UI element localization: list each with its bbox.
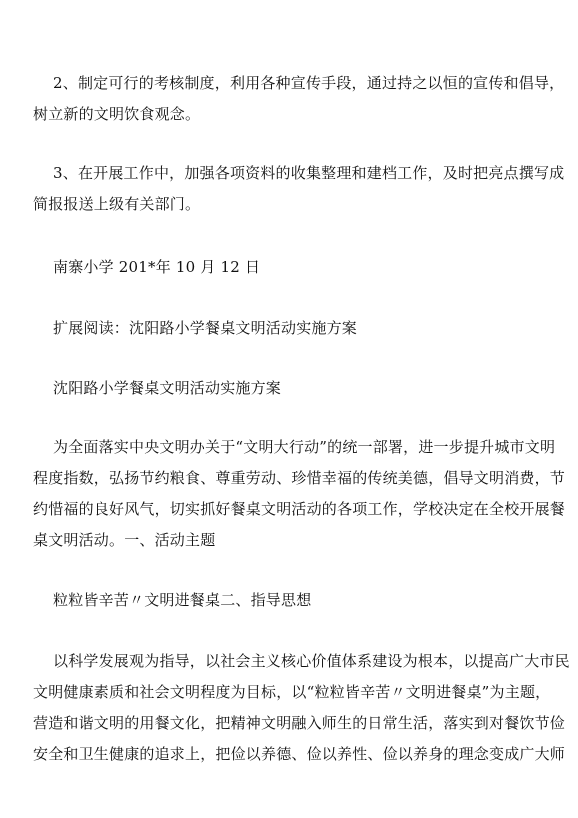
paragraph-assessment-system	[33, 68, 565, 130]
text-line: 沈阳路小学餐桌文明活动实施方案	[53, 379, 282, 397]
text-line: 营造和谐文明的用餐文化，把精神文明融入师生的日常生活，落实到对餐饮节俭	[33, 714, 566, 732]
text-line: 3、在开展工作中，加强各项资料的收集整理和建档工作，及时把亮点撰写成	[53, 164, 565, 182]
plan-title	[33, 373, 548, 404]
paragraph-introduction	[33, 432, 566, 556]
text-line: 树立新的文明饮食观念。	[33, 105, 201, 123]
text-line: 南寨小学 201*年 10 月 12 日	[53, 258, 261, 276]
text-line: 2、制定可行的考核制度，利用各种宣传手段，通过持之以恒的宣传和倡导，	[53, 74, 565, 92]
text-line: 约惜福的良好风气，切实抓好餐桌文明活动的各项工作，学校决定在全校开展餐	[33, 500, 566, 518]
paragraph-guiding-ideology	[33, 646, 570, 770]
signature-date	[33, 252, 548, 283]
text-line: 文明健康素质和社会文明程度为目标，以“粒粒皆辛苦〃文明进餐桌”为主题，	[33, 683, 551, 701]
text-line: 粒粒皆辛苦〃文明进餐桌二、指导思想	[53, 591, 312, 609]
activity-theme	[33, 585, 548, 616]
text-line: 以科学发展观为指导，以社会主义核心价值体系建设为根本，以提高广大市民	[53, 652, 570, 670]
text-line: 程度指数，弘扬节约粮食、尊重劳动、珍惜幸福的传统美德，倡导文明消费，节	[33, 469, 566, 487]
text-line: 为全面落实中央文明办关于“文明大行动”的统一部署，进一步提升城市文明	[53, 438, 556, 456]
paragraph-archiving-work	[33, 158, 565, 220]
text-line: 简报报送上级有关部门。	[33, 195, 201, 213]
extended-reading-heading	[33, 313, 548, 344]
text-line: 安全和卫生健康的追求上，把俭以养德、俭以养性、俭以养身的理念变成广大师	[33, 745, 566, 763]
text-line: 扩展阅读：沈阳路小学餐桌文明活动实施方案	[53, 319, 358, 337]
text-line: 桌文明活动。一、活动主题	[33, 531, 216, 549]
